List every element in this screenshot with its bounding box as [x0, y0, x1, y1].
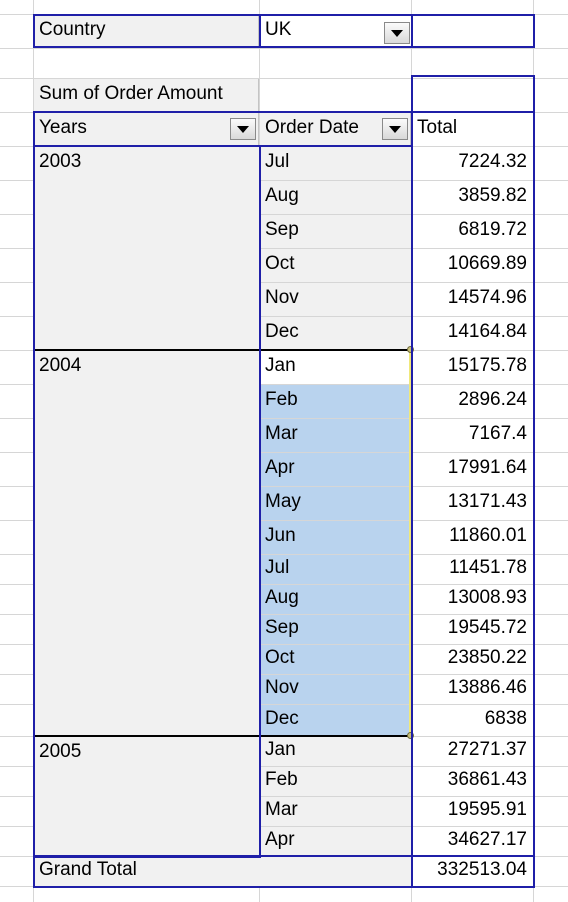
- total-cell[interactable]: [412, 453, 533, 486]
- month-cell-selected[interactable]: [260, 453, 411, 486]
- total-cell[interactable]: [412, 215, 533, 248]
- month-label: Jun: [265, 525, 296, 546]
- total-cell[interactable]: [412, 645, 533, 674]
- month-label: Dec: [265, 708, 299, 729]
- total-value: 6838: [484, 708, 527, 729]
- total-value: 13008.93: [447, 587, 527, 608]
- month-label: Nov: [265, 677, 299, 698]
- total-value: 11451.78: [449, 557, 527, 578]
- month-label: Jan: [265, 355, 296, 376]
- month-cell-selected[interactable]: [260, 615, 411, 644]
- total-value: 36861.43: [447, 769, 527, 790]
- data-field-label: Sum of Order Amount: [39, 83, 223, 104]
- total-cell[interactable]: [412, 385, 533, 418]
- month-label: Apr: [265, 457, 295, 478]
- total-cell[interactable]: [412, 827, 533, 856]
- month-cell-active[interactable]: [260, 351, 411, 384]
- year-cell-2003[interactable]: [34, 147, 259, 350]
- month-label: Feb: [265, 769, 298, 790]
- month-cell[interactable]: [260, 737, 411, 766]
- grand-total-value-cell[interactable]: [412, 857, 533, 886]
- dropdown-arrow-icon: [391, 30, 403, 37]
- year-group-divider: [34, 735, 412, 737]
- total-cell[interactable]: [412, 615, 533, 644]
- total-value: 14164.84: [447, 321, 527, 342]
- total-cell[interactable]: [412, 737, 533, 766]
- month-cell-selected[interactable]: [260, 419, 411, 452]
- total-cell[interactable]: [412, 555, 533, 584]
- month-cell[interactable]: [260, 317, 411, 350]
- month-label: Oct: [265, 647, 295, 668]
- month-label: Jul: [265, 557, 290, 578]
- month-label: Mar: [265, 423, 298, 444]
- month-cell-selected[interactable]: [260, 585, 411, 614]
- dropdown-arrow-icon: [389, 126, 401, 133]
- month-label: Jul: [265, 151, 290, 172]
- month-cell[interactable]: [260, 827, 411, 856]
- total-value: 2896.24: [458, 389, 527, 410]
- total-cell[interactable]: [412, 705, 533, 736]
- total-cell[interactable]: [412, 487, 533, 520]
- years-field-header[interactable]: [34, 113, 259, 146]
- grand-total-label: Grand Total: [39, 859, 137, 880]
- total-value: 13171.43: [447, 491, 527, 512]
- page-field-value-cell[interactable]: [260, 15, 411, 48]
- month-label: Dec: [265, 321, 299, 342]
- dropdown-arrow-icon: [237, 126, 249, 133]
- total-value: 7224.32: [458, 151, 527, 172]
- month-cell[interactable]: [260, 283, 411, 316]
- country-value: UK: [265, 19, 292, 40]
- page-field-country[interactable]: [34, 15, 259, 48]
- month-cell-selected[interactable]: [260, 705, 411, 736]
- month-label: Mar: [265, 799, 298, 820]
- total-cell[interactable]: [412, 317, 533, 350]
- month-label: Aug: [265, 587, 299, 608]
- order-date-field-header[interactable]: [260, 113, 411, 146]
- total-value: 34627.17: [447, 829, 527, 850]
- total-value: 23850.22: [447, 647, 527, 668]
- total-value: 19595.91: [447, 799, 527, 820]
- country-dropdown-button[interactable]: [384, 22, 410, 44]
- selection-border-left: [259, 349, 261, 737]
- total-value: 17991.64: [447, 457, 527, 478]
- month-cell-selected[interactable]: [260, 645, 411, 674]
- month-label: Sep: [265, 617, 299, 638]
- years-dropdown-button[interactable]: [230, 118, 256, 140]
- total-cell[interactable]: [412, 181, 533, 214]
- total-value: 14574.96: [447, 287, 527, 308]
- total-cell[interactable]: [412, 283, 533, 316]
- year-group-divider: [34, 349, 412, 351]
- year-label: 2004: [39, 355, 82, 376]
- month-label: Jan: [265, 739, 296, 760]
- month-cell[interactable]: [260, 249, 411, 282]
- month-label: Aug: [265, 185, 299, 206]
- total-cell[interactable]: [412, 351, 533, 384]
- order-date-dropdown-button[interactable]: [382, 118, 408, 140]
- total-value: 13886.46: [447, 677, 527, 698]
- total-value: 6819.72: [458, 219, 527, 240]
- total-cell[interactable]: [412, 585, 533, 614]
- month-cell[interactable]: [260, 797, 411, 826]
- month-cell[interactable]: [260, 181, 411, 214]
- page-field-label: Country: [39, 19, 106, 40]
- month-cell[interactable]: [260, 147, 411, 180]
- month-cell-selected[interactable]: [260, 487, 411, 520]
- total-cell[interactable]: [412, 767, 533, 796]
- selection-border-right: [409, 351, 412, 735]
- total-value: 10669.89: [447, 253, 527, 274]
- total-value: 19545.72: [447, 617, 527, 638]
- total-value: 3859.82: [458, 185, 527, 206]
- year-cell-2005[interactable]: [34, 737, 259, 856]
- total-value: 11860.01: [449, 525, 527, 546]
- total-header-label: Total: [417, 117, 458, 138]
- year-label: 2003: [39, 151, 82, 172]
- month-cell-selected[interactable]: [260, 675, 411, 704]
- total-value: 15175.78: [447, 355, 527, 376]
- month-label: Sep: [265, 219, 299, 240]
- month-cell-selected[interactable]: [260, 521, 411, 554]
- fill-handle[interactable]: [407, 732, 414, 739]
- total-header-cell[interactable]: [412, 113, 533, 146]
- total-cell[interactable]: [412, 249, 533, 282]
- month-cell[interactable]: [260, 215, 411, 248]
- selection-corner-handle[interactable]: [407, 346, 414, 353]
- month-label: May: [265, 491, 301, 512]
- data-field-label-cell[interactable]: [34, 79, 259, 112]
- total-cell[interactable]: [412, 419, 533, 452]
- total-cell[interactable]: [412, 797, 533, 826]
- month-cell-selected[interactable]: [260, 555, 411, 584]
- month-label: Oct: [265, 253, 295, 274]
- total-value: 27271.37: [447, 739, 527, 760]
- month-label: Feb: [265, 389, 298, 410]
- order-date-header-label: Order Date: [265, 117, 359, 138]
- month-label: Apr: [265, 829, 295, 850]
- month-label: Nov: [265, 287, 299, 308]
- month-cell-selected[interactable]: [260, 385, 411, 418]
- total-cell[interactable]: [412, 675, 533, 704]
- grand-total-label-cell[interactable]: [34, 857, 411, 886]
- year-cell-2004[interactable]: [34, 351, 259, 736]
- total-value: 7167.4: [468, 423, 527, 444]
- year-label: 2005: [39, 741, 82, 762]
- total-cell[interactable]: [412, 147, 533, 180]
- total-cell[interactable]: [412, 521, 533, 554]
- grand-total-value: 332513.04: [437, 859, 527, 880]
- years-header-label: Years: [39, 117, 87, 138]
- month-cell[interactable]: [260, 767, 411, 796]
